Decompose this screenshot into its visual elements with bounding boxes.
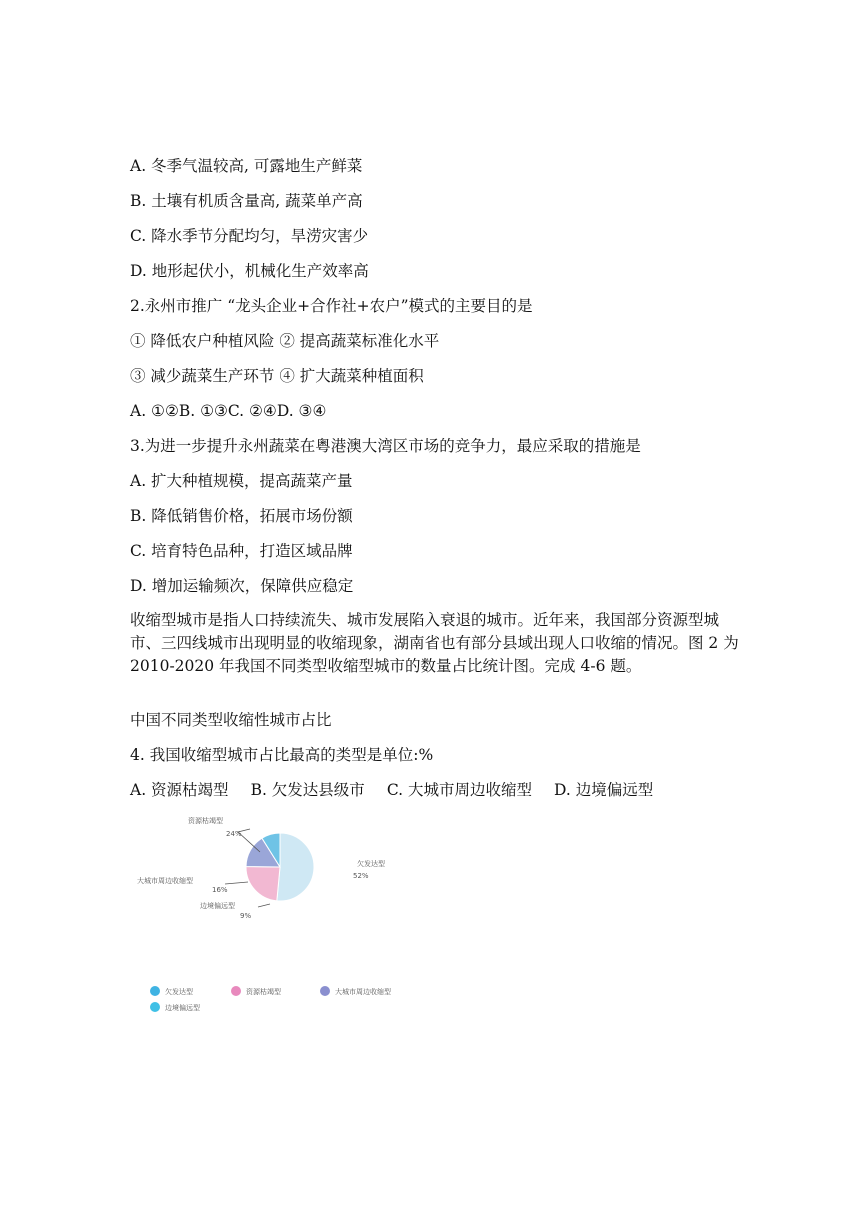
pie-chart (130, 812, 430, 1024)
q3-option-a: A. 扩大种植规模，提高蔬菜产量 (130, 472, 353, 490)
q2-options: A. ①②B. ①③C. ②④D. ③④ (130, 402, 327, 420)
q2-items-2: ③ 减少蔬菜生产环节 ④ 扩大蔬菜种植面积 (130, 367, 424, 385)
q1-option-a: A. 冬季气温较高, 可露地生产鲜菜 (130, 157, 363, 175)
q3-stem: 3.为进一步提升永州蔬菜在粤港澳大湾区市场的竞争力，最应采取的措施是 (130, 437, 641, 455)
q4-option-d: D. 边境偏远型 (553, 781, 654, 799)
q4-option-b: B. 欠发达县级市 (250, 781, 365, 799)
legend-swatch-metro (320, 986, 330, 996)
slice-label-metro: 大城市周边收缩型 (137, 877, 193, 885)
legend-label-underdeveloped: 欠发达型 (165, 988, 193, 996)
slice-value-underdeveloped: 52% (353, 872, 369, 880)
passage: 收缩型城市是指人口持续流失、城市发展陷入衰退的城市。近年来，我国部分资源型城市、三四线城市出现明显的收缩现象，湖南省也有部分县域出现人口收缩的情况。图 2 为 2010-2020 年我国不同类型收缩型城市的数量占比统计图。完成 4-6 题。 (130, 611, 739, 675)
chart-caption: 中国不同类型收缩性城市占比 (130, 711, 332, 729)
q4-stem: 4. 我国收缩型城市占比最高的类型是单位:% (130, 746, 434, 764)
slice-value-metro: 16% (212, 886, 228, 894)
q4-option-c: C. 大城市周边收缩型 (386, 781, 532, 799)
q3-option-b: B. 降低销售价格，拓展市场份额 (130, 507, 353, 525)
q3-option-c: C. 培育特色品种，打造区域品牌 (130, 542, 353, 560)
slice-label-border: 边境偏远型 (200, 902, 235, 910)
q2-items-1: ① 降低农户种植风险 ② 提高蔬菜标准化水平 (130, 332, 440, 350)
q4-option-a: A. 资源枯竭型 (130, 781, 229, 799)
q1-option-d: D. 地形起伏小，机械化生产效率高 (130, 262, 369, 280)
pie-chart-figure (130, 812, 430, 1024)
q1-option-b: B. 土壤有机质含量高, 蔬菜单产高 (130, 192, 363, 210)
pie-slice-resource (246, 866, 280, 900)
leader-line-metro (225, 882, 248, 884)
q4-options (130, 779, 653, 801)
q2-stem: 2.永州市推广 “龙头企业+合作社+农户”模式的主要目的是 (130, 297, 533, 315)
leader-line-border (258, 904, 270, 907)
legend-swatch-underdeveloped (150, 986, 160, 996)
q1-option-c: C. 降水季节分配均匀，旱涝灾害少 (130, 227, 369, 245)
legend-swatch-border (150, 1002, 160, 1012)
legend-label-border: 边境偏远型 (165, 1004, 200, 1012)
slice-value-resource: 24% (226, 830, 242, 838)
slice-label-underdeveloped: 欠发达型 (357, 860, 385, 868)
legend-swatch-resource (231, 986, 241, 996)
pie-slice-underdeveloped (277, 833, 314, 901)
q3-option-d: D. 增加运输频次，保障供应稳定 (130, 577, 354, 595)
legend-label-resource: 资源枯竭型 (246, 988, 281, 996)
slice-value-border: 9% (240, 912, 252, 920)
slice-label-resource: 资源枯竭型 (188, 817, 223, 825)
legend (150, 986, 391, 1012)
legend-label-metro: 大城市周边收缩型 (335, 988, 391, 996)
